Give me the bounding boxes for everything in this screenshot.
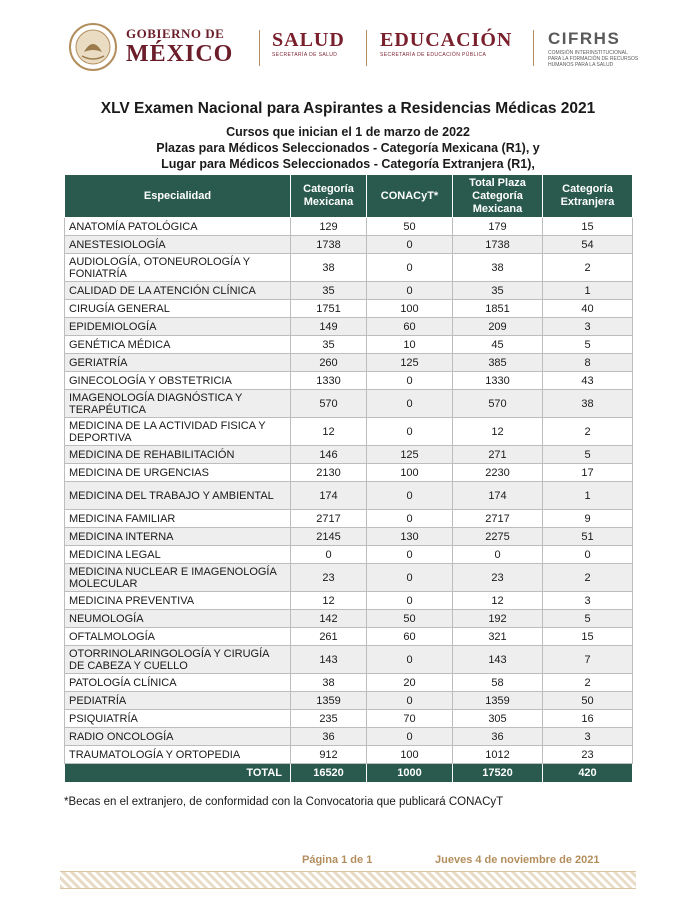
gobierno-logo	[126, 27, 233, 66]
table-row	[65, 674, 633, 692]
cell-total-plaza: 385	[453, 354, 543, 372]
cell-categoria-extranjera: 40	[543, 300, 633, 318]
salud-logo-sub: SECRETARÍA DE SALUD	[272, 52, 338, 58]
cell-categoria-mexicana: 36	[291, 728, 367, 746]
cell-conacyt: 0	[367, 236, 453, 254]
cell-conacyt: 0	[367, 482, 453, 510]
page-number: Página 1 de 1	[302, 854, 373, 866]
cell-especialidad: TRAUMATOLOGÍA Y ORTOPEDIA	[65, 746, 291, 764]
cell-conacyt: 100	[367, 300, 453, 318]
cell-total-plaza: 1738	[453, 236, 543, 254]
total-total-plaza: 17520	[453, 764, 543, 783]
cell-especialidad: ANESTESIOLOGÍA	[65, 236, 291, 254]
cifrhs-logo	[548, 30, 640, 68]
cell-total-plaza: 271	[453, 446, 543, 464]
cell-categoria-extranjera: 15	[543, 218, 633, 236]
cell-total-plaza: 23	[453, 564, 543, 592]
table-row	[65, 592, 633, 610]
table-row	[65, 418, 633, 446]
cell-total-plaza: 1330	[453, 372, 543, 390]
cell-categoria-mexicana: 38	[291, 674, 367, 692]
cell-especialidad: PATOLOGÍA CLÍNICA	[65, 674, 291, 692]
cell-especialidad: MEDICINA PREVENTIVA	[65, 592, 291, 610]
page-header	[0, 0, 696, 80]
cell-total-plaza: 2275	[453, 528, 543, 546]
divider	[366, 30, 367, 66]
table-row	[65, 610, 633, 628]
table-row	[65, 446, 633, 464]
cell-categoria-extranjera: 15	[543, 628, 633, 646]
cell-especialidad: MEDICINA DEL TRABAJO Y AMBIENTAL	[65, 482, 291, 510]
table-row	[65, 546, 633, 564]
cell-conacyt: 0	[367, 564, 453, 592]
cell-total-plaza: 321	[453, 628, 543, 646]
cell-total-plaza: 12	[453, 418, 543, 446]
cell-conacyt: 60	[367, 628, 453, 646]
table-row	[65, 282, 633, 300]
cell-total-plaza: 1012	[453, 746, 543, 764]
table-row	[65, 746, 633, 764]
table-row	[65, 318, 633, 336]
table-row	[65, 728, 633, 746]
cell-especialidad: MEDICINA FAMILIAR	[65, 510, 291, 528]
cell-categoria-extranjera: 16	[543, 710, 633, 728]
table-row	[65, 354, 633, 372]
cell-categoria-extranjera: 51	[543, 528, 633, 546]
cell-categoria-extranjera: 5	[543, 446, 633, 464]
cell-categoria-mexicana: 35	[291, 336, 367, 354]
cell-total-plaza: 36	[453, 728, 543, 746]
table-row	[65, 646, 633, 674]
cell-categoria-mexicana: 149	[291, 318, 367, 336]
cell-categoria-extranjera: 1	[543, 282, 633, 300]
cell-conacyt: 0	[367, 646, 453, 674]
cell-total-plaza: 0	[453, 546, 543, 564]
cifrhs-logo-name: CIFRHS	[548, 29, 621, 48]
cell-categoria-mexicana: 12	[291, 418, 367, 446]
cell-categoria-extranjera: 50	[543, 692, 633, 710]
col-header-categoria-mexicana: Categoría Mexicana	[291, 175, 367, 218]
subtitle-line: Plazas para Médicos Seleccionados - Categoría Mexicana (R1), y	[156, 141, 540, 155]
footer-date: Jueves 4 de noviembre de 2021	[435, 854, 600, 866]
cell-categoria-extranjera: 3	[543, 592, 633, 610]
table-row	[65, 336, 633, 354]
educacion-logo-sub: SECRETARÍA DE EDUCACIÓN PÚBLICA	[380, 52, 487, 58]
table-row	[65, 300, 633, 318]
cell-conacyt: 50	[367, 610, 453, 628]
cell-total-plaza: 38	[453, 254, 543, 282]
cell-categoria-extranjera: 5	[543, 610, 633, 628]
cell-especialidad: AUDIOLOGÍA, OTONEUROLOGÍA Y FONIATRÍA	[65, 254, 291, 282]
cell-categoria-mexicana: 129	[291, 218, 367, 236]
total-conacyt: 1000	[367, 764, 453, 783]
table-row	[65, 254, 633, 282]
cell-categoria-mexicana: 1751	[291, 300, 367, 318]
cell-categoria-extranjera: 2	[543, 674, 633, 692]
cell-especialidad: MEDICINA NUCLEAR E IMAGENOLOGÍA MOLECULAR	[65, 564, 291, 592]
salud-logo	[272, 30, 345, 58]
cell-categoria-mexicana: 0	[291, 546, 367, 564]
cell-total-plaza: 2230	[453, 464, 543, 482]
table-row	[65, 464, 633, 482]
gobierno-logo-line1: GOBIERNO DE	[126, 26, 225, 41]
cell-categoria-extranjera: 2	[543, 418, 633, 446]
footnote: *Becas en el extranjero, de conformidad con la Convocatoria que publicará CONACyT	[64, 796, 504, 808]
cell-total-plaza: 12	[453, 592, 543, 610]
cell-categoria-mexicana: 261	[291, 628, 367, 646]
cell-categoria-mexicana: 143	[291, 646, 367, 674]
cell-categoria-extranjera: 17	[543, 464, 633, 482]
total-row	[65, 764, 633, 783]
table-header-row	[65, 175, 633, 218]
table-row	[65, 564, 633, 592]
divider	[533, 30, 534, 66]
cell-categoria-mexicana: 1738	[291, 236, 367, 254]
cell-categoria-extranjera: 38	[543, 390, 633, 418]
cell-total-plaza: 143	[453, 646, 543, 674]
table-body	[65, 218, 633, 783]
table-row	[65, 628, 633, 646]
total-categoria-mexicana: 16520	[291, 764, 367, 783]
educacion-logo-name: EDUCACIÓN	[380, 29, 513, 51]
cell-categoria-mexicana: 12	[291, 592, 367, 610]
cell-categoria-extranjera: 5	[543, 336, 633, 354]
cell-total-plaza: 45	[453, 336, 543, 354]
col-header-conacyt: CONACyT*	[367, 175, 453, 218]
salud-logo-name: SALUD	[272, 29, 345, 51]
cell-especialidad: ANATOMÍA PATOLÓGICA	[65, 218, 291, 236]
col-header-total-plaza: Total Plaza Categoría Mexicana	[453, 175, 543, 218]
table-row	[65, 218, 633, 236]
cell-categoria-extranjera: 54	[543, 236, 633, 254]
cifrhs-logo-sub: COMISIÓN INTERINSTITUCIONAL PARA LA FORMACIÓN DE RECURSOS HUMANOS PARA LA SALUD	[548, 50, 639, 68]
cell-especialidad: IMAGENOLOGÍA DIAGNÓSTICA Y TERAPÉUTICA	[65, 390, 291, 418]
cell-categoria-mexicana: 570	[291, 390, 367, 418]
cell-especialidad: MEDICINA DE LA ACTIVIDAD FISICA Y DEPORTIVA	[65, 418, 291, 446]
table-row	[65, 710, 633, 728]
cell-categoria-extranjera: 23	[543, 746, 633, 764]
cell-conacyt: 0	[367, 692, 453, 710]
cell-categoria-mexicana: 2145	[291, 528, 367, 546]
mexico-seal-icon	[68, 22, 118, 72]
decorative-pattern	[60, 871, 636, 889]
cell-categoria-extranjera: 8	[543, 354, 633, 372]
divider	[259, 30, 260, 66]
table-row	[65, 528, 633, 546]
cell-categoria-extranjera: 7	[543, 646, 633, 674]
cell-conacyt: 100	[367, 746, 453, 764]
cell-total-plaza: 305	[453, 710, 543, 728]
cell-categoria-extranjera: 3	[543, 728, 633, 746]
cell-categoria-extranjera: 0	[543, 546, 633, 564]
cell-especialidad: RADIO ONCOLOGÍA	[65, 728, 291, 746]
educacion-logo	[380, 30, 512, 58]
cell-categoria-mexicana: 2130	[291, 464, 367, 482]
cell-categoria-mexicana: 23	[291, 564, 367, 592]
table-row	[65, 390, 633, 418]
table-row	[65, 236, 633, 254]
gobierno-logo-line2: MÉXICO	[126, 41, 234, 67]
cell-conacyt: 70	[367, 710, 453, 728]
cell-categoria-mexicana: 235	[291, 710, 367, 728]
cell-especialidad: CIRUGÍA GENERAL	[65, 300, 291, 318]
cell-categoria-mexicana: 912	[291, 746, 367, 764]
cell-categoria-mexicana: 260	[291, 354, 367, 372]
cell-categoria-mexicana: 146	[291, 446, 367, 464]
cell-total-plaza: 209	[453, 318, 543, 336]
cell-categoria-extranjera: 2	[543, 564, 633, 592]
cell-conacyt: 0	[367, 390, 453, 418]
cell-categoria-mexicana: 142	[291, 610, 367, 628]
cell-conacyt: 10	[367, 336, 453, 354]
cell-total-plaza: 35	[453, 282, 543, 300]
cell-especialidad: MEDICINA INTERNA	[65, 528, 291, 546]
cell-categoria-extranjera: 43	[543, 372, 633, 390]
cell-categoria-mexicana: 1359	[291, 692, 367, 710]
table-row	[65, 482, 633, 510]
table-row	[65, 372, 633, 390]
cell-especialidad: OTORRINOLARINGOLOGÍA Y CIRUGÍA DE CABEZA Y CUELLO	[65, 646, 291, 674]
cell-categoria-mexicana: 174	[291, 482, 367, 510]
cell-categoria-mexicana: 1330	[291, 372, 367, 390]
cell-especialidad: NEUMOLOGÍA	[65, 610, 291, 628]
cell-conacyt: 0	[367, 418, 453, 446]
cell-conacyt: 125	[367, 446, 453, 464]
subtitle-line: Lugar para Médicos Seleccionados - Categoría Extranjera (R1),	[161, 157, 535, 171]
cell-conacyt: 130	[367, 528, 453, 546]
col-header-categoria-extranjera: Categoría Extranjera	[543, 175, 633, 218]
cell-conacyt: 0	[367, 592, 453, 610]
cell-conacyt: 0	[367, 728, 453, 746]
cell-especialidad: GERIATRÍA	[65, 354, 291, 372]
cell-especialidad: CALIDAD DE LA ATENCIÓN CLÍNICA	[65, 282, 291, 300]
cell-especialidad: MEDICINA DE REHABILITACIÓN	[65, 446, 291, 464]
subtitle-line: Cursos que inician el 1 de marzo de 2022	[226, 125, 470, 139]
cell-conacyt: 0	[367, 546, 453, 564]
cell-categoria-extranjera: 1	[543, 482, 633, 510]
cell-categoria-mexicana: 35	[291, 282, 367, 300]
cell-total-plaza: 1851	[453, 300, 543, 318]
cell-categoria-mexicana: 2717	[291, 510, 367, 528]
cell-conacyt: 0	[367, 510, 453, 528]
cell-conacyt: 50	[367, 218, 453, 236]
cell-especialidad: MEDICINA LEGAL	[65, 546, 291, 564]
cell-total-plaza: 179	[453, 218, 543, 236]
cell-especialidad: MEDICINA DE URGENCIAS	[65, 464, 291, 482]
cell-categoria-extranjera: 9	[543, 510, 633, 528]
cell-conacyt: 20	[367, 674, 453, 692]
page-title: XLV Examen Nacional para Aspirantes a Residencias Médicas 2021	[100, 100, 596, 117]
table-row	[65, 510, 633, 528]
cell-conacyt: 60	[367, 318, 453, 336]
cell-conacyt: 125	[367, 354, 453, 372]
cell-total-plaza: 1359	[453, 692, 543, 710]
residencies-table	[64, 174, 633, 783]
cell-conacyt: 0	[367, 282, 453, 300]
cell-conacyt: 0	[367, 254, 453, 282]
cell-categoria-extranjera: 3	[543, 318, 633, 336]
col-header-especialidad: Especialidad	[65, 175, 291, 218]
cell-especialidad: EPIDEMIOLOGÍA	[65, 318, 291, 336]
cell-total-plaza: 192	[453, 610, 543, 628]
cell-especialidad: PEDIATRÍA	[65, 692, 291, 710]
total-label: TOTAL	[65, 764, 291, 783]
cell-categoria-mexicana: 38	[291, 254, 367, 282]
cell-total-plaza: 174	[453, 482, 543, 510]
cell-conacyt: 0	[367, 372, 453, 390]
cell-total-plaza: 58	[453, 674, 543, 692]
cell-especialidad: GENÉTICA MÉDICA	[65, 336, 291, 354]
cell-total-plaza: 2717	[453, 510, 543, 528]
table-row	[65, 692, 633, 710]
total-categoria-extranjera: 420	[543, 764, 633, 783]
cell-especialidad: GINECOLOGÍA Y OBSTETRICIA	[65, 372, 291, 390]
cell-especialidad: OFTALMOLOGÍA	[65, 628, 291, 646]
cell-total-plaza: 570	[453, 390, 543, 418]
cell-categoria-extranjera: 2	[543, 254, 633, 282]
cell-conacyt: 100	[367, 464, 453, 482]
cell-especialidad: PSIQUIATRÍA	[65, 710, 291, 728]
